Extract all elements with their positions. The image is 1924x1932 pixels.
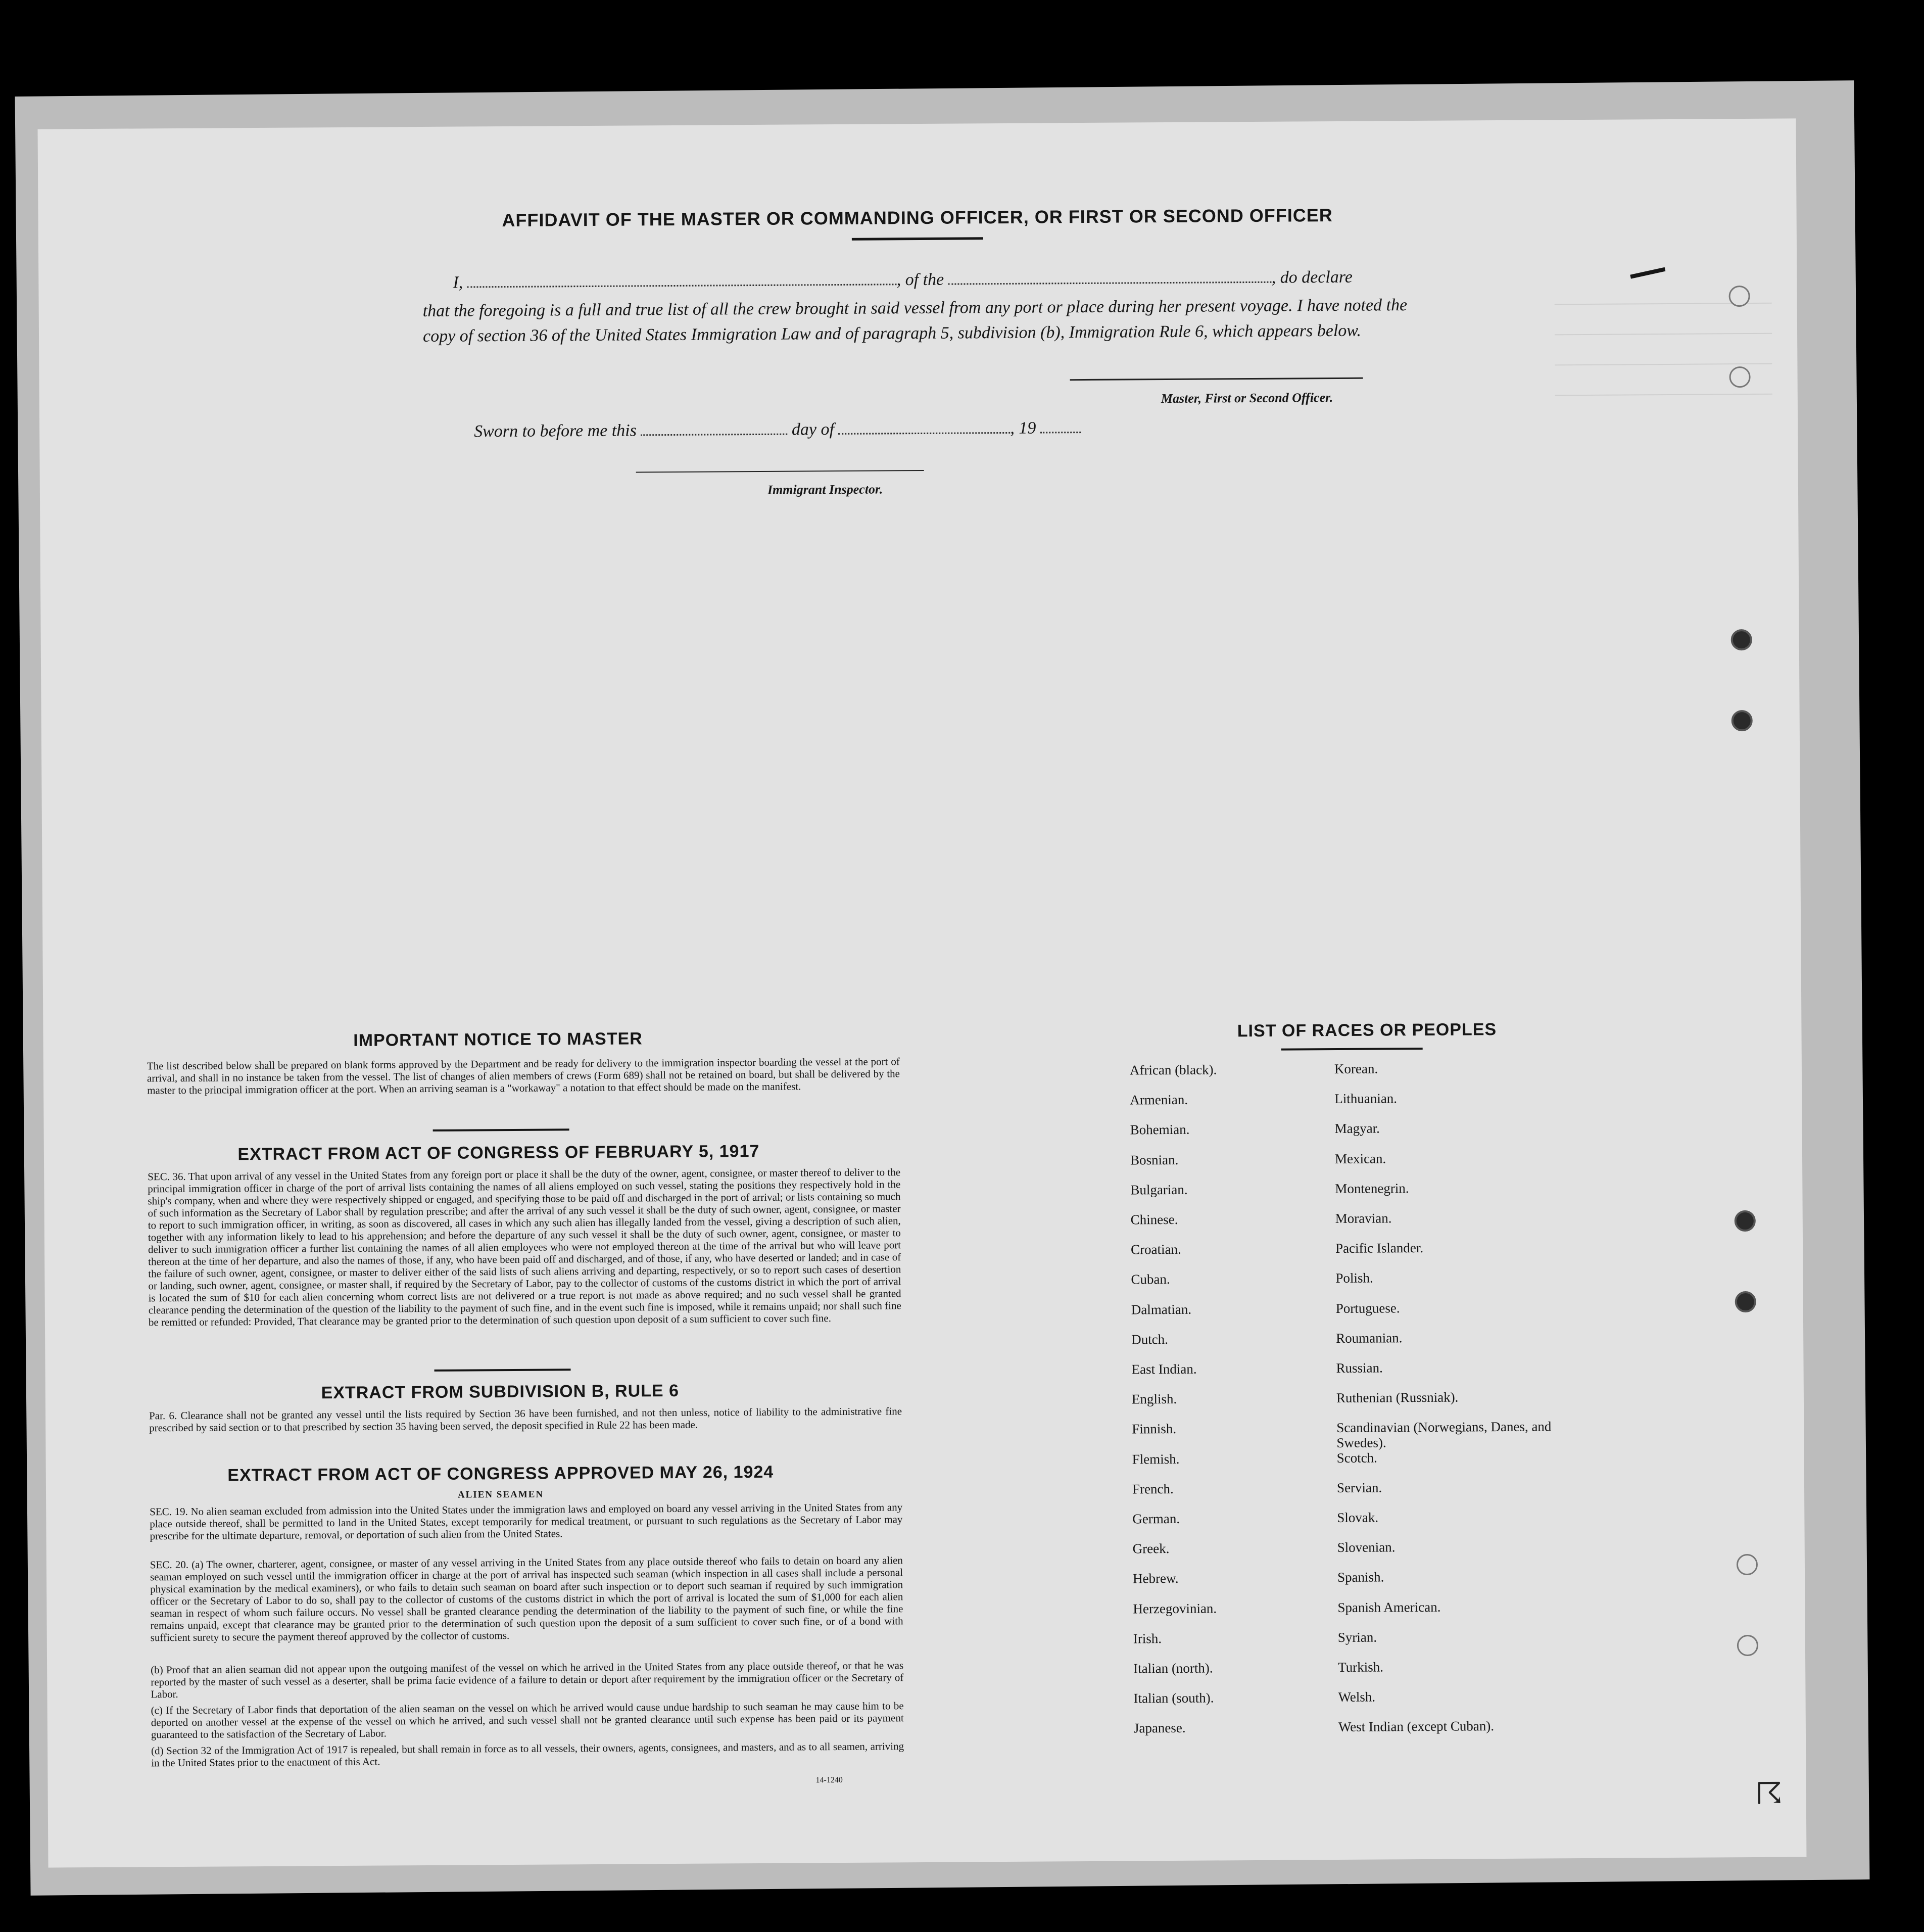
day-of-label: day of xyxy=(791,420,835,439)
pen-mark xyxy=(1630,267,1665,279)
race-item: Chinese. xyxy=(1130,1211,1178,1228)
race-item: Hebrew. xyxy=(1132,1571,1179,1586)
binder-hole xyxy=(1729,366,1750,388)
race-item: Scandinavian (Norwegians, Danes, and Swedes). xyxy=(1336,1419,1552,1451)
divider xyxy=(435,1369,571,1372)
binder-hole xyxy=(1737,1554,1758,1575)
signature-line[interactable] xyxy=(1070,378,1363,381)
extract-1924-sec20c: (c) If the Secretary of Labor finds that deportation of the alien seaman on the vessel on which he arrived would cause undue hardship to such seaman he may cause him to be deported on another vessel at the expense of the vessel on which he arrived, and such vessel shall not be granted clearance until such expense has been paid or its payment guaranteed to the satisfaction of the Secretary of Labor. xyxy=(151,1700,904,1741)
race-item: Herzegovinian. xyxy=(1133,1600,1217,1617)
race-item: French. xyxy=(1132,1481,1174,1497)
affidavit-page xyxy=(38,118,1807,1867)
affidavit-title: AFFIDAVIT OF THE MASTER OR COMMANDING OFFICER, OR FIRST OR SECOND OFFICER xyxy=(502,205,1333,231)
extract-1917-title: EXTRACT FROM ACT OF CONGRESS OF FEBRUARY 5, 1917 xyxy=(237,1141,760,1164)
race-item: Lithuanian. xyxy=(1334,1091,1398,1107)
race-item: Syrian. xyxy=(1337,1629,1377,1645)
month-blank[interactable] xyxy=(839,432,1011,435)
extract-1924-sec20a: SEC. 20. (a) The owner, charterer, agent, consignee, or master of any vessel arriving in the United States from any place outside thereof who fails to detain on board any alien seaman employed on such vessel until the immigration officer in charge at the port of arrival has inspected such seaman (which inspection in all cases shall include a personal physical examination by the medical examiners), or who fails to detain such seaman on board after such inspection or to deport such seaman if required by such immigration officer or the Secretary of Labor to do so, shall pay to the collector of customs of the customs district in which the port of arrival is located the sum of $1,000 for each alien seaman in respect of whom such failure occurs. No vessel shall be granted clearance pending the determination of the liability to the payment of such fine, or while the fine remains unpaid, except that clearance may be granted prior to the determination of such question upon the deposit of a sum sufficient to cover such fine, or of a bond with sufficient surety to secure the payment thereof approved by the collector of customs. xyxy=(150,1554,903,1644)
race-item: English. xyxy=(1131,1391,1177,1407)
race-item: Croatian. xyxy=(1131,1242,1181,1257)
race-item: Finnish. xyxy=(1132,1421,1177,1437)
race-item: Pacific Islander. xyxy=(1335,1240,1424,1256)
extract-rule6-text: Par. 6. Clearance shall not be granted any vessel until the lists required by Section 36 have been furnished, and not then unless, notice of liability to the administrative fine prescribed by said section or to that prescribed by section 35 having been served, the deposit specified in Rule 22 has been made. xyxy=(149,1405,902,1434)
of-the-label: , of the xyxy=(896,270,944,290)
race-item: Bosnian. xyxy=(1130,1152,1179,1168)
form-number: 14-1240 xyxy=(815,1775,843,1785)
notice-text: The list described below shall be prepared on blank forms approved by the Department and be ready for delivery to the immigration inspector boarding the vessel at the port of arrival, and shall in no instance be taken from the vessel. The list of changes of alien members of crews (Form 689) shall not be retained on board, but shall be delivered by the master to the principal immigration officer at the port. When an arriving seaman is a "workaway" a notation to that effect should be made on the manifest. xyxy=(147,1055,900,1097)
race-item: Slovenian. xyxy=(1337,1539,1396,1556)
race-item: German. xyxy=(1132,1511,1180,1527)
race-item: Ruthenian (Russniak). xyxy=(1336,1389,1459,1406)
race-item: Spanish. xyxy=(1337,1569,1384,1585)
ghost-row xyxy=(1555,346,1772,366)
handwritten-mark: ☈ xyxy=(1755,1776,1783,1812)
sworn-label: Sworn to before me this xyxy=(474,421,637,441)
binder-hole xyxy=(1737,1635,1758,1656)
race-item: Irish. xyxy=(1133,1630,1162,1646)
race-item: Slovak. xyxy=(1337,1510,1379,1526)
do-declare-label: , do declare xyxy=(1271,267,1353,287)
divider xyxy=(433,1128,569,1132)
extract-1924-sec20d: (d) Section 32 of the Immigration Act of 1917 is repealed, but shall remain in force as to all vessels, their owners, agents, consignees, and masters, and as to all seamen, arriving in the United States prior to the enactment of this Act. xyxy=(151,1740,904,1769)
binder-hole xyxy=(1731,710,1753,731)
inspector-signature-line[interactable] xyxy=(636,470,924,473)
race-item: Dalmatian. xyxy=(1131,1301,1192,1317)
name-blank[interactable] xyxy=(467,284,897,288)
race-item: Dutch. xyxy=(1131,1331,1169,1347)
races-title: LIST OF RACES OR PEOPLES xyxy=(1237,1020,1497,1041)
extract-1924-title: EXTRACT FROM ACT OF CONGRESS APPROVED MAY 26, 1924 xyxy=(227,1462,774,1485)
extract-rule6-title: EXTRACT FROM SUBDIVISION B, RULE 6 xyxy=(321,1381,680,1403)
race-item: Montenegrin. xyxy=(1335,1180,1409,1196)
race-item: Mexican. xyxy=(1334,1150,1386,1166)
races-title-rule xyxy=(1281,1048,1423,1051)
binder-hole xyxy=(1735,1291,1756,1312)
race-item: Armenian. xyxy=(1130,1092,1188,1108)
race-item: Flemish. xyxy=(1132,1451,1180,1467)
affidavit-paragraph: that the foregoing is a full and true list of all the crew brought in said vessel from any port or place during her present voyage. I have noted the copy of section 36 of the United States Immigration Law and of paragraph 5, subdivision (b), Immigration Rule 6, which appears below. xyxy=(422,296,1408,346)
declaration-line xyxy=(453,268,1353,293)
race-item: Russian. xyxy=(1336,1360,1383,1376)
race-item: Scotch. xyxy=(1336,1450,1377,1466)
signature-caption: Master, First or Second Officer. xyxy=(1161,390,1333,406)
race-item: Portuguese. xyxy=(1335,1300,1400,1316)
race-item: Japanese. xyxy=(1133,1720,1186,1736)
binder-hole xyxy=(1735,1210,1756,1232)
year-label: , 19 xyxy=(1010,418,1036,438)
binder-hole xyxy=(1731,629,1752,650)
race-item: Moravian. xyxy=(1335,1210,1392,1227)
race-item: Italian (south). xyxy=(1133,1690,1214,1706)
race-item: Greek. xyxy=(1132,1541,1170,1557)
ghost-row xyxy=(1555,316,1772,336)
race-item: West Indian (except Cuban). xyxy=(1338,1718,1495,1735)
race-item: East Indian. xyxy=(1131,1361,1197,1377)
day-blank[interactable] xyxy=(641,434,787,436)
sworn-line xyxy=(474,418,1081,441)
race-item: Bohemian. xyxy=(1130,1122,1190,1138)
race-item: African (black). xyxy=(1129,1062,1217,1078)
inspector-caption: Immigrant Inspector. xyxy=(767,482,883,497)
race-item: Polish. xyxy=(1335,1270,1373,1286)
notice-title: IMPORTANT NOTICE TO MASTER xyxy=(353,1029,643,1050)
title-rule xyxy=(852,237,983,241)
race-item: Spanish American. xyxy=(1337,1599,1441,1615)
race-item: Roumanian. xyxy=(1336,1330,1403,1346)
i-label: I, xyxy=(453,273,463,292)
race-item: Cuban. xyxy=(1131,1271,1170,1287)
extract-1924-sec19: SEC. 19. No alien seaman excluded from admission into the United States under the immigration laws and employed on board any vessel arriving in the United States from any place outside thereof, shall be permitted to land in the United States, except temporarily for medical treatment, or pursuant to such regulations as the Secretary of Labor may prescribe for the ultimate departure, removal, or deportation of such alien from the United States. xyxy=(150,1501,903,1542)
vessel-blank[interactable] xyxy=(948,281,1272,285)
race-item: Bulgarian. xyxy=(1130,1182,1188,1198)
race-item: Servian. xyxy=(1336,1480,1382,1495)
race-item: Turkish. xyxy=(1338,1659,1384,1675)
race-item: Korean. xyxy=(1334,1061,1378,1077)
year-blank[interactable] xyxy=(1040,432,1081,433)
race-item: Italian (north). xyxy=(1133,1660,1213,1676)
alien-seamen-heading: ALIEN SEAMEN xyxy=(457,1489,544,1500)
race-item: Welsh. xyxy=(1338,1689,1376,1705)
extract-1917-text: SEC. 36. That upon arrival of any vessel in the United States from any foreign port or place it shall be the duty of the owner, agent, consignee, or master thereof to deliver to the principal immigration officer in charge of the port of arrival lists containing the names of all aliens employed on such vessel, stating the positions they respectively hold in the ship's company, when and where they were respectively shipped or engaged, and specifying those to be paid off and discharged in the port of arrival; or lists containing so much of such information as the Secretary of Labor shall by regulation prescribe; and after the arrival of any such vessel it shall be the duty of such owner, agent, consignee, or master to report to such immigration officer, in writing, as soon as discovered, all cases in which any such alien has illegally landed from the vessel, giving a description of such alien, together with any information likely to lead to his apprehension; and before the departure of any such vessel it shall be the duty of such owner, agent, consignee, or master to deliver to such immigration officer a further list containing the names of all alien employees who were not employed thereon at the time of the arrival but who will leave port thereon at the time of her departure, and also the names of those, if any, who have been paid off and discharged, and of those, if any, who have deserted or landed; and in case of the failure of such owner, agent, consignee, or master to deliver either of the said lists of such aliens arriving and departing, respectively, or so to report such cases of desertion or landing, such owner, agent, consignee, or master shall, if required by the Secretary of Labor, pay to the collector of customs of the customs district in which the port of arrival is located the sum of $10 for each alien concerning whom correct lists are not delivered or a true report is not made as above required; and no such vessel shall be granted clearance pending the determination of the question of the liability to the payment of such fine, and in the event such fine is imposed, while it remains unpaid; nor shall such fine be remitted or refunded: Provided, That clearance may be granted prior to the determination of such question upon deposit of a sum sufficient to cover such fine. xyxy=(148,1166,901,1329)
race-item: Magyar. xyxy=(1334,1120,1380,1137)
binder-hole xyxy=(1728,286,1750,307)
extract-1924-sec20b: (b) Proof that an alien seaman did not appear upon the outgoing manifest of the vessel on which he arrived in the United States from any place outside thereof, or that he was reported by the master of such vessel as a deserter, shall be prima facie evidence of a failure to detain or deport after requirement by the immigration officer or the Secretary of Labor. xyxy=(151,1659,904,1701)
